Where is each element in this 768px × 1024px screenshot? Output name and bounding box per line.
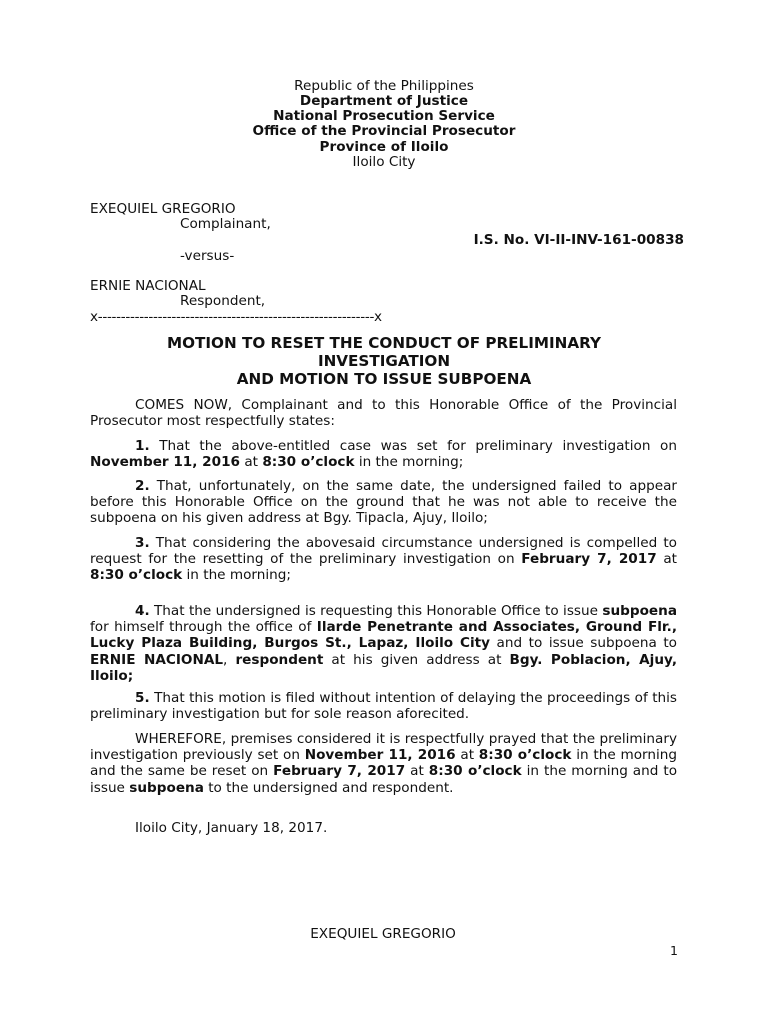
title-line-2: INVESTIGATION — [317, 352, 451, 370]
text-run: , — [223, 651, 236, 668]
page-number: 1 — [670, 943, 678, 958]
text-run: at — [455, 747, 479, 764]
intro-paragraph: COMES NOW, Complainant and to this Honorable Office of the Provincial Prosecutor most respectfully states: — [90, 397, 677, 430]
time-bold: 8:30 o’clock — [262, 454, 355, 471]
header-office: Office of the Provincial Prosecutor — [252, 123, 516, 139]
header-republic: Republic of the Philippines — [294, 78, 474, 94]
date-bold: November 11, 2016 — [90, 454, 240, 471]
date-line: Iloilo City, January 18, 2017. — [135, 820, 328, 836]
respondent-role: Respondent, — [180, 293, 266, 309]
text-run: in the morning; — [182, 567, 291, 584]
text-run: in the morning; — [354, 454, 464, 471]
law-office-address: Ilarde Penetrante and Associates, Ground Flr., Lucky Plaza Building, Burgos St., Lapaz, Iloilo City — [90, 619, 677, 652]
text-run: That the above-entitled case was set for preliminary investigation on — [149, 438, 677, 454]
signature-text: EXEQUIEL GREGORIO — [310, 926, 456, 942]
paragraph-number: 4. — [135, 603, 150, 619]
text-run: and to issue subpoena to — [490, 635, 677, 652]
text-run: That this motion is filed without intention of delaying the proceedings of this preliminary investigation but for sole reason aforecited. — [90, 690, 677, 723]
time-bold: 8:30 o’clock — [90, 567, 183, 584]
text-run: in the morning and the same be reset on — [90, 747, 677, 780]
header-city: Iloilo City — [352, 154, 416, 170]
text-run: at — [656, 551, 678, 568]
complainant-name: EXEQUIEL GREGORIO — [90, 201, 236, 217]
paragraph-4 — [90, 603, 677, 684]
signature-name — [0, 926, 768, 942]
title-line-3: AND MOTION TO ISSUE SUBPOENA — [236, 370, 532, 388]
wherefore-paragraph — [90, 731, 677, 796]
text-run: That the undersigned is requesting this Honorable Office to issue — [149, 603, 603, 619]
versus-label: -versus- — [180, 248, 235, 264]
respondent-name: ERNIE NACIONAL — [90, 278, 206, 294]
respondent-name-bold: ERNIE NACIONAL — [90, 651, 224, 668]
text-run: WHEREFORE, premises considered it is respectfully prayed that the preliminary investigation previously set on — [90, 731, 677, 764]
paragraph-number: 1. — [135, 438, 150, 454]
text-run: That considering the abovesaid circumstance undersigned is compelled to request for the resetting of the preliminary investigation on — [90, 535, 677, 568]
subpoena-bold: subpoena — [602, 603, 677, 619]
header-department: Department of Justice — [299, 93, 469, 109]
paragraph-1 — [90, 438, 677, 470]
paragraph-3 — [90, 535, 677, 584]
title-line-1: MOTION TO RESET THE CONDUCT OF PRELIMINARY — [167, 334, 601, 352]
subpoena-bold: subpoena — [129, 779, 204, 796]
complainant-role: Complainant, — [180, 216, 271, 232]
date-bold: February 7, 2017 — [521, 551, 657, 568]
text-run: for himself through the office of — [90, 619, 317, 636]
paragraph-number: 3. — [135, 535, 150, 551]
paragraph-number: 5. — [135, 690, 150, 706]
text-run: in the morning and to issue — [90, 763, 678, 796]
paragraph-number: 2. — [135, 478, 150, 494]
text-run: at — [405, 763, 429, 780]
respondent-label-bold: respondent — [235, 651, 324, 668]
header-service: National Prosecution Service — [273, 108, 495, 124]
text-run: to the undersigned and respondent. — [203, 779, 454, 796]
text-run: That, unfortunately, on the same date, the undersigned failed to appear before this Honorable Office on the ground that he was not able to receive the subpoena on his given address at Bgy. Tipacla, Ajuy, Iloilo; — [90, 478, 677, 527]
date-bold: February 7, 2017 — [273, 763, 406, 780]
paragraph-5 — [90, 690, 677, 722]
date-bold: November 11, 2016 — [304, 747, 456, 764]
respondent-address: Bgy. Poblacion, Ajuy, Iloilo; — [90, 651, 677, 684]
time-bold: 8:30 o’clock — [428, 763, 522, 780]
caption-divider: x------------------------------------------------------------x — [90, 309, 382, 325]
text-run: at his given address at — [323, 651, 510, 668]
paragraph-2 — [90, 478, 677, 527]
case-number: I.S. No. VI-II-INV-161-00838 — [473, 232, 684, 248]
header-province: Province of Iloilo — [319, 139, 449, 155]
text-run: at — [240, 454, 263, 471]
time-bold: 8:30 o’clock — [478, 747, 572, 764]
